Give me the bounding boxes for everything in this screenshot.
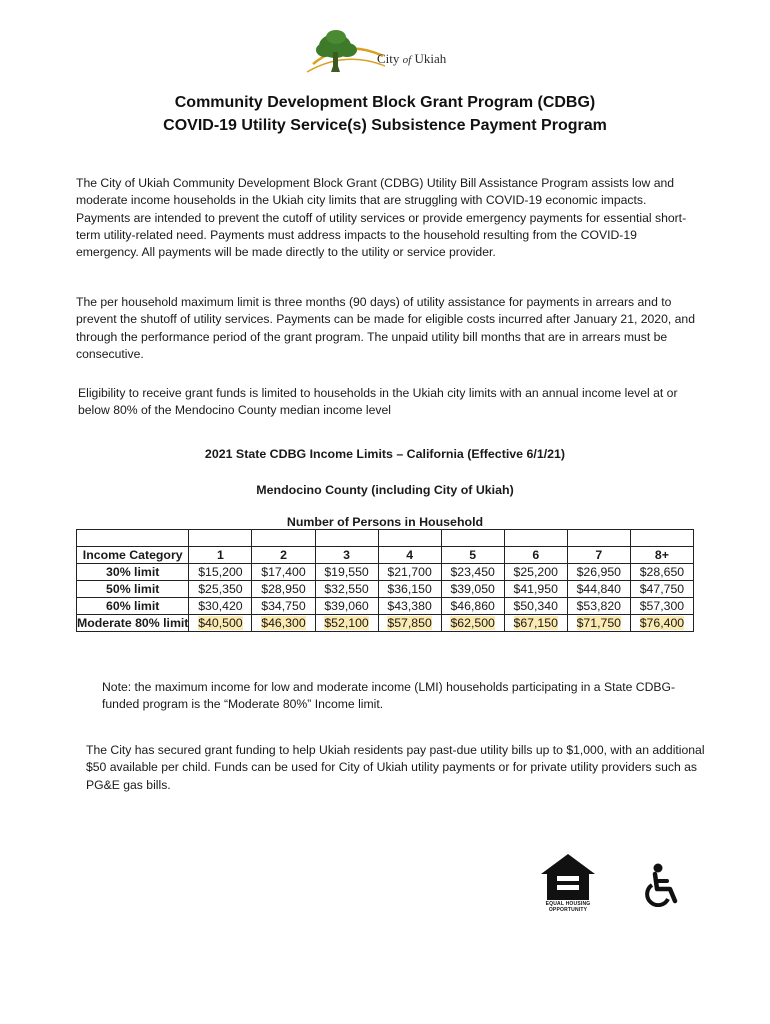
table-cell: $36,150 (378, 581, 441, 598)
table-header-row (77, 547, 694, 564)
table-cell: $50,340 (504, 598, 567, 615)
table-cell: $30,420 (189, 598, 252, 615)
table-cell: $23,450 (441, 564, 504, 581)
highlighted-cell: $52,100 (324, 616, 369, 630)
household-size-3: 3 (315, 547, 378, 564)
table-cell: $15,200 (189, 564, 252, 581)
household-size-6: 6 (504, 547, 567, 564)
table-cell: $57,300 (630, 598, 693, 615)
table-row (77, 598, 694, 615)
household-size-8plus: 8+ (630, 547, 693, 564)
equal-housing-icon (539, 852, 597, 902)
table-cell: $26,950 (567, 564, 630, 581)
table-row (77, 581, 694, 598)
table-cell: $25,200 (504, 564, 567, 581)
household-size-1: 1 (189, 547, 252, 564)
title-line-1: Community Development Block Grant Program (CDBG) (174, 94, 596, 111)
table-cell: $46,860 (441, 598, 504, 615)
eligibility-paragraph: Eligibility to receive grant funds is limited to households in the Ukiah city limits with an annual income level at or below 80% of the Mendocino County median income level (78, 386, 678, 418)
household-size-5: 5 (441, 547, 504, 564)
highlighted-cell: $46,300 (261, 616, 306, 630)
persons-heading: Number of Persons in Household (286, 515, 484, 529)
funding-paragraph: The City has secured grant funding to help Ukiah residents pay past-due utility bills up to $1,000, with an additional $50 available per child. Funds can be used for City of Ukiah utility payments or for private utility providers such as PG&E gas bills. (86, 743, 705, 792)
table-cell: $41,950 (504, 581, 567, 598)
table-cell: $28,650 (630, 564, 693, 581)
logo-text: City of Ukiah (377, 51, 447, 66)
table-cell: $39,060 (315, 598, 378, 615)
wheelchair-icon (644, 863, 682, 907)
table-cell: $39,050 (441, 581, 504, 598)
highlighted-cell: $67,150 (513, 616, 558, 630)
table-cell: $53,820 (567, 598, 630, 615)
table-cell: $25,350 (189, 581, 252, 598)
city-logo (305, 26, 455, 82)
table-cell: $43,380 (378, 598, 441, 615)
highlighted-cell: $57,850 (387, 616, 432, 630)
oak-tree-icon (305, 26, 385, 82)
income-limits-heading: 2021 State CDBG Income Limits – California (Effective 6/1/21) (204, 447, 566, 461)
table-cell: $19,550 (315, 564, 378, 581)
table-cell: $17,400 (252, 564, 315, 581)
highlighted-cell: $62,500 (450, 616, 495, 630)
table-cell: $44,840 (567, 581, 630, 598)
row-label: Moderate 80% limit (77, 616, 189, 630)
title-line-2: COVID-19 Utility Service(s) Subsistence Payment Program (163, 117, 607, 134)
limit-paragraph: The per household maximum limit is three months (90 days) of utility assistance for payments in arrears and to prevent the shutoff of utility services. Payments can be made for eligible costs incurred after January 21, 2020, and through the performance period of the grant program. The unpaid utility bill months that are in arrears must be consecutive. (76, 295, 695, 361)
lmi-note: Note: the maximum income for low and moderate income (LMI) households participating in a State CDBG-funded program is the “Moderate 80%” Income limit. (102, 680, 676, 712)
household-size-4: 4 (378, 547, 441, 564)
equal-housing-logo (539, 852, 597, 918)
category-header: Income Category (77, 547, 189, 564)
row-label: 50% limit (77, 581, 189, 598)
table-row-moderate (77, 615, 694, 632)
highlighted-cell: $71,750 (576, 616, 622, 630)
income-limits-table (76, 529, 694, 632)
intro-paragraph: The City of Ukiah Community Development Block Grant (CDBG) Utility Bill Assistance Program assists low and moderate income households in the Ukiah city limits that are struggling with COVID-19 economic impacts. Payments are intended to prevent the cutoff of utility services or provide emergency payments for essential short-term utility-related need. Payments must address impacts to the household resulting from the COVID-19 emergency. All payments will be made directly to the utility or service provider. (76, 176, 687, 260)
household-size-2: 2 (252, 547, 315, 564)
row-label: 30% limit (77, 564, 189, 581)
table-spacer-row (77, 530, 694, 547)
equal-housing-label: EQUAL HOUSING OPPORTUNITY (545, 901, 591, 913)
table-cell: $21,700 (378, 564, 441, 581)
table-cell: $34,750 (252, 598, 315, 615)
table-row (77, 564, 694, 581)
household-size-7: 7 (567, 547, 630, 564)
county-heading: Mendocino County (including City of Ukiah) (256, 483, 514, 497)
row-label: 60% limit (77, 598, 189, 615)
highlighted-cell: $40,500 (198, 616, 243, 630)
highlighted-cell: $76,400 (639, 616, 685, 630)
table-cell: $47,750 (630, 581, 693, 598)
table-cell: $32,550 (315, 581, 378, 598)
table-cell: $28,950 (252, 581, 315, 598)
